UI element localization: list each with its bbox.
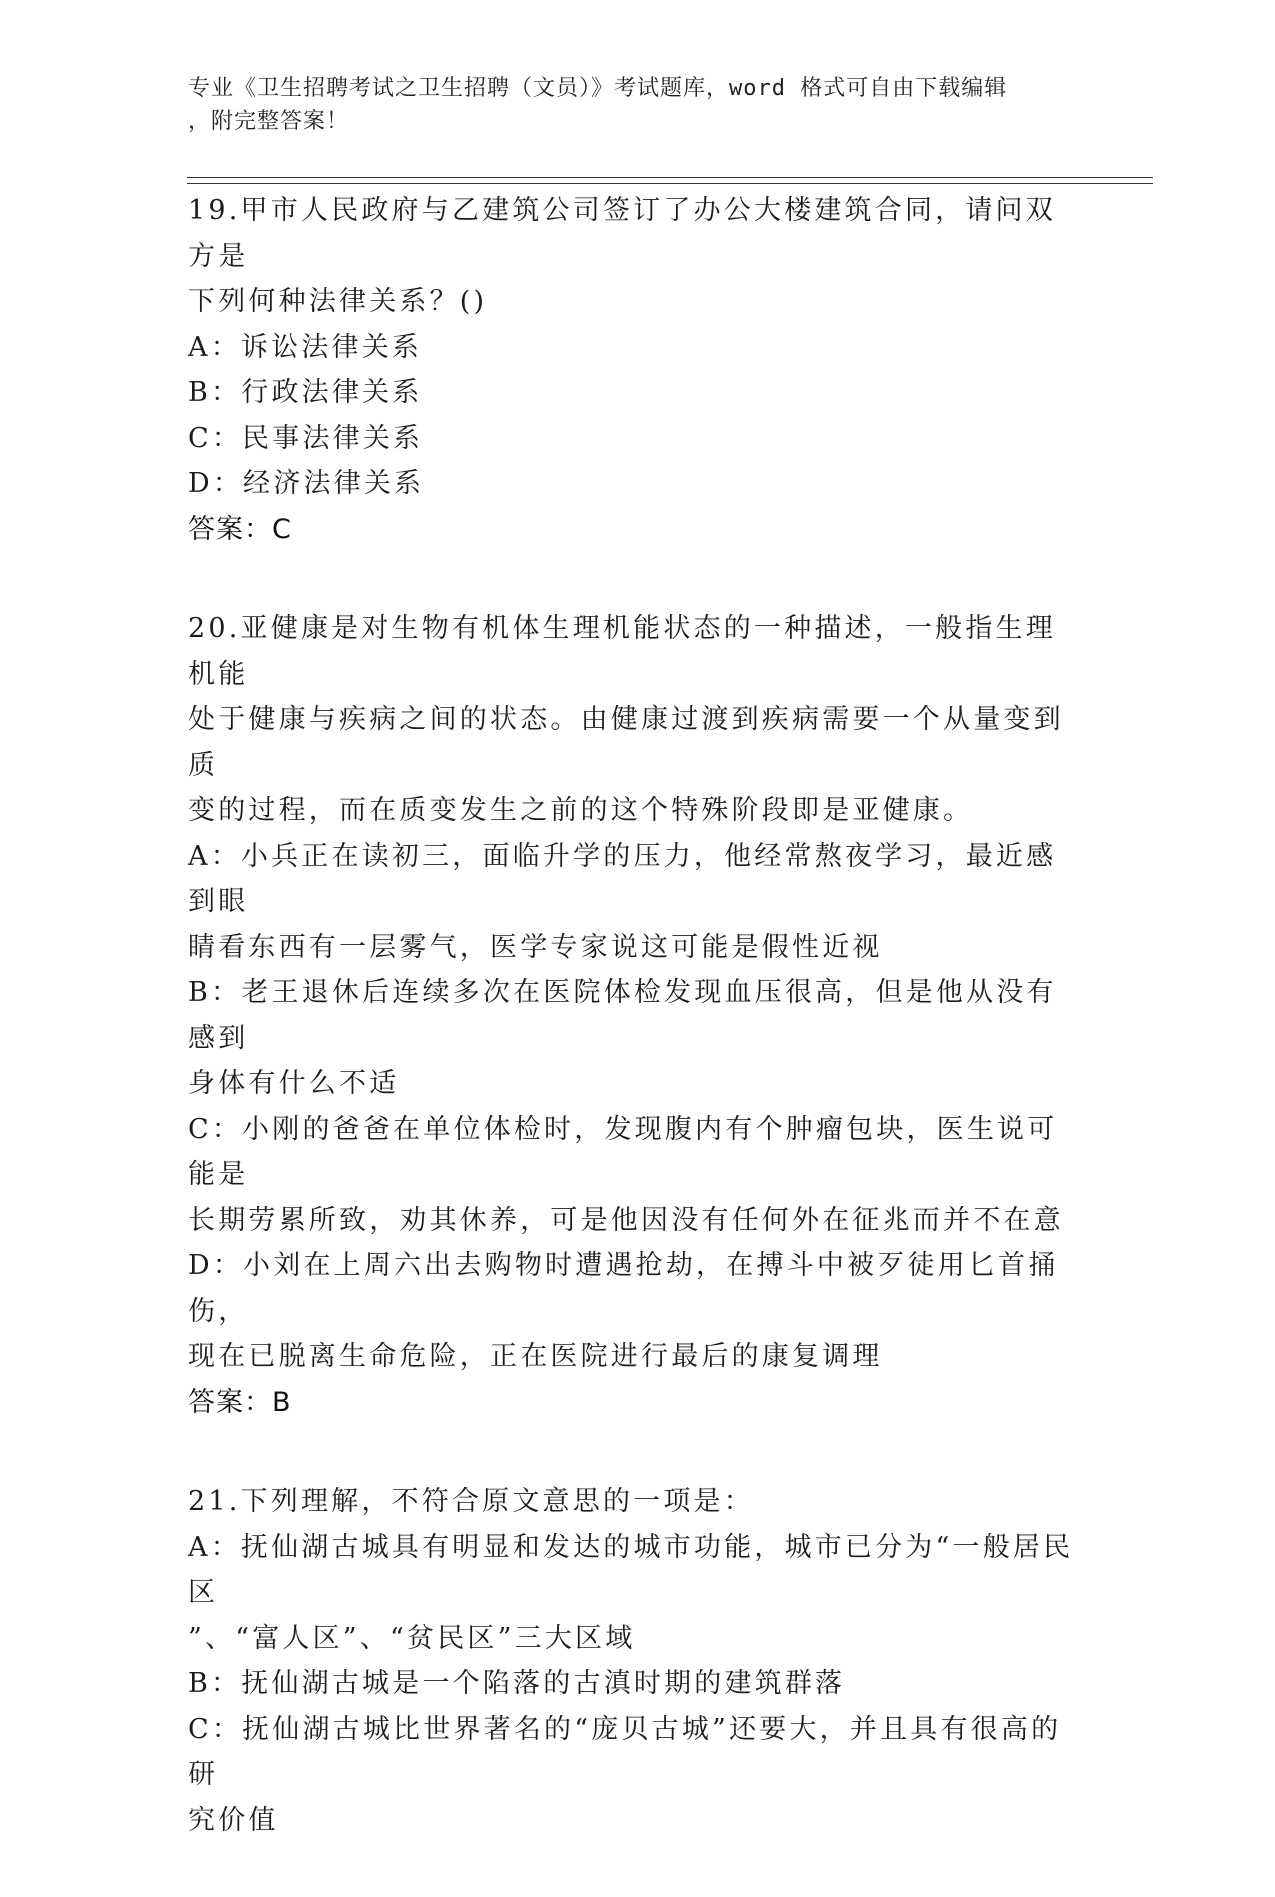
option-b: B：抚仙湖古城是一个陷落的古滇时期的建筑群落 xyxy=(188,1668,846,1699)
page-header xyxy=(188,72,1068,138)
question-21 xyxy=(188,1479,1078,1843)
question-stem-line: 19.甲市人民政府与乙建筑公司签订了办公大楼建筑合同，请问双方是 xyxy=(188,195,1056,272)
question-stem-line: 下列何种法律关系？() xyxy=(188,286,488,317)
option-c: C：民事法律关系 xyxy=(188,422,424,454)
option-b: B：行政法律关系 xyxy=(188,377,423,408)
question-20 xyxy=(188,606,1078,1425)
option-a: A：小兵正在读初三，面临升学的压力，他经常熬夜学习，最近感到眼 xyxy=(188,840,1057,917)
header-line-1: 专业《卫生招聘考试之卫生招聘（文员）》考试题库，word 格式可自由下载编辑 xyxy=(188,76,1008,101)
question-stem-line: 20.亚健康是对生物有机体生理机能状态的一种描述，一般指生理机能 xyxy=(188,613,1056,690)
option-a: A：抚仙湖古城具有明显和发达的城市功能，城市已分为“一般居民区 xyxy=(188,1531,1074,1608)
question-stem-line: 变的过程，而在质变发生之前的这个特殊阶段即是亚健康。 xyxy=(188,795,974,826)
question-stem-line: 21.下列理解，不符合原文意思的一项是： xyxy=(188,1486,754,1517)
option-a-continued: ”、“富人区”、“贫民区”三大区域 xyxy=(188,1622,636,1654)
option-a-continued: 睛看东西有一层雾气，医学专家说这可能是假性近视 xyxy=(188,931,883,963)
question-19 xyxy=(188,188,1078,552)
option-a: A：诉讼法律关系 xyxy=(188,331,423,363)
option-c: C：小刚的爸爸在单位体检时，发现腹内有个肿瘤包块，医生说可能是 xyxy=(188,1113,1058,1190)
option-c-continued: 长期劳累所致，劝其休养，可是他因没有任何外在征兆而并不在意 xyxy=(188,1204,1064,1236)
option-b: B：老王退休后连续多次在医院体检发现血压很高，但是他从没有感到 xyxy=(188,977,1057,1054)
option-d: D：小刘在上周六出去购物时遭遇抢劫，在搏斗中被歹徒用匕首捅伤， xyxy=(188,1250,1059,1327)
header-line-2: ，附完整答案！ xyxy=(188,109,350,134)
option-c: C：抚仙湖古城比世界著名的“庞贝古城”还要大，并且具有很高的研 xyxy=(188,1713,1062,1790)
option-d: D：经济法律关系 xyxy=(188,468,425,499)
question-stem-line: 处于健康与疾病之间的状态。由健康过渡到疾病需要一个从量变到质 xyxy=(188,704,1064,781)
header-divider-top xyxy=(187,177,1153,178)
header-divider-bottom xyxy=(187,183,1153,184)
option-c-continued: 究价值 xyxy=(188,1804,279,1836)
option-d-continued: 现在已脱离生命危险，正在医院进行最后的康复调理 xyxy=(188,1341,883,1372)
option-b-continued: 身体有什么不适 xyxy=(188,1068,400,1099)
question-list xyxy=(188,188,1078,1897)
answer-label: 答案：B xyxy=(188,1386,292,1418)
answer-label: 答案：C xyxy=(188,513,292,545)
